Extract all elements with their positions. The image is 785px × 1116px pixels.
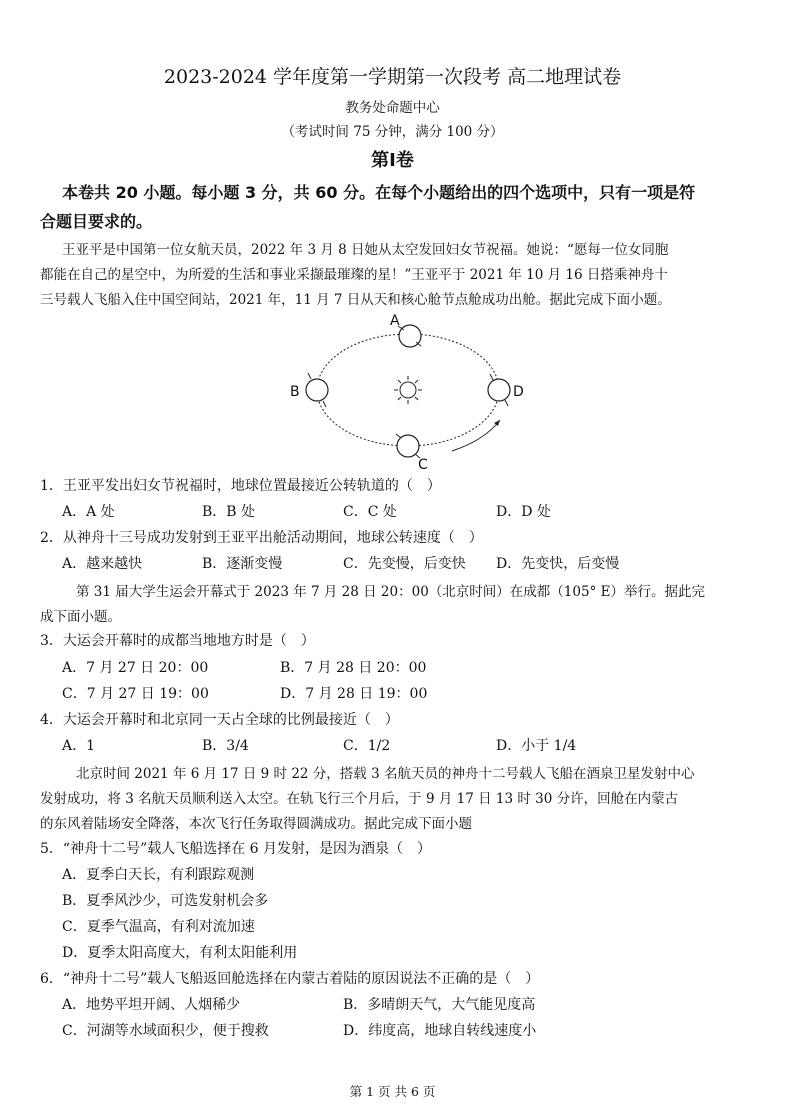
passage1-line-3: 三号载人飞船入住中国空间站，2021 年，11 月 7 日从天和核心舱节点舱成功出舱。据此完成下面小题。 (40, 292, 671, 308)
passage1-line-2: 都能在自己的星空中，为所爱的生活和事业采撷最璀璨的星！”王亚平于 2021 年 10 月 16 日搭乘神舟十 (40, 267, 668, 283)
department-label: 教务处命题中心 (345, 100, 440, 116)
q2-option-d[interactable]: D．先变快，后变慢 (496, 556, 620, 572)
instructions-line-1: 本卷共 20 小题。每小题 3 分，共 60 分。在每个小题给出的四个选项中，只有一项是符 (62, 183, 696, 202)
orbit-path (317, 334, 499, 446)
q5-option-a[interactable]: A．夏季白天长，有利跟踪观测 (62, 867, 255, 883)
q4-option-a[interactable]: A．1 (62, 738, 96, 754)
sun-icon (394, 376, 422, 404)
label-a: A (390, 313, 400, 329)
exam-info: （考试时间 75 分钟，满分 100 分） (281, 124, 504, 140)
passage2-line-1: 第 31 届大学生运会开幕式于 2023 年 7 月 28 日 20：00（北京时间）在成都（105° E）举行。据此完 (76, 584, 705, 600)
q5-option-b[interactable]: B．夏季风沙少，可选发射机会多 (62, 893, 269, 909)
earth-position-c (396, 434, 420, 458)
q5-option-d[interactable]: D．夏季太阳高度大，有利太阳能利用 (62, 945, 298, 961)
q3-option-b[interactable]: B．7 月 28 日 20：00 (280, 660, 427, 676)
q1-option-a[interactable]: A．A 处 (62, 504, 115, 520)
passage3-line-2: 发射成功，将 3 名航天员顺利送入太空。在轨飞行三个月后，于 9 月 17 日 13 时 30 分许，回舱在内蒙古 (40, 791, 679, 807)
q1-option-b[interactable]: B．B 处 (202, 504, 256, 520)
question-2-stem: 2．从神舟十三号成功发射到王亚平出舱活动期间，地球公转速度（ ） (40, 530, 483, 546)
q1-option-c[interactable]: C．C 处 (343, 504, 397, 520)
arrow-head-icon (494, 420, 500, 426)
q6-option-c[interactable]: C．河湖等水域面积少，便于搜救 (62, 1023, 269, 1039)
q3-option-d[interactable]: D．7 月 28 日 19：00 (280, 686, 428, 702)
question-1-stem: 1．王亚平发出妇女节祝福时，地球位置最接近公转轨道的（ ） (40, 478, 441, 494)
passage2-line-2: 成下面小题。 (40, 609, 121, 625)
q3-option-c[interactable]: C．7 月 27 日 19：00 (62, 686, 209, 702)
q6-option-b[interactable]: B．多晴朗天气，大气能见度高 (343, 997, 536, 1013)
q2-option-c[interactable]: C．先变慢，后变快 (343, 556, 466, 572)
question-4-stem: 4．大运会开幕时和北京同一天占全球的比例最接近（ ） (40, 712, 399, 728)
q6-option-a[interactable]: A．地势平坦开阔、人烟稀少 (62, 997, 241, 1013)
q4-option-d[interactable]: D．小于 1/4 (496, 738, 577, 754)
passage1-line-1: 王亚平是中国第一位女航天员，2022 年 3 月 8 日她从太空发回妇女节祝福。她说：“愿每一位女同胞 (62, 242, 669, 258)
q2-option-a[interactable]: A．越来越快 (62, 556, 143, 572)
question-5-stem: 5．“神舟十二号”载人飞船选择在 6 月发射，是因为酒泉（ ） (40, 841, 432, 857)
q4-option-b[interactable]: B．3/4 (202, 738, 249, 754)
q1-option-d[interactable]: D．D 处 (496, 504, 551, 520)
q5-option-c[interactable]: C．夏季气温高，有利对流加速 (62, 919, 255, 935)
section-title: 第Ⅰ卷 (371, 150, 414, 171)
instructions-line-2: 合题目要求的。 (40, 212, 153, 231)
q4-option-c[interactable]: C．1/2 (343, 738, 391, 754)
earth-orbit-diagram (280, 308, 540, 476)
question-3-stem: 3．大运会开幕时的成都当地地方时是（ ） (40, 633, 315, 649)
label-c: C (418, 457, 428, 473)
question-6-stem: 6．“神舟十二号”载人飞船返回舱选择在内蒙古着陆的原因说法不正确的是（ ） (40, 971, 540, 987)
earth-position-a (398, 325, 421, 347)
passage3-line-3: 的东风着陆场安全降落，本次飞行任务取得圆满成功。据此完成下面小题 (40, 816, 472, 832)
revolution-arrow-icon (452, 420, 500, 451)
earth-position-d (488, 374, 510, 406)
q2-option-b[interactable]: B．逐渐变慢 (202, 556, 283, 572)
label-b: B (290, 384, 300, 400)
q6-option-d[interactable]: D．纬度高，地球自转线速度小 (343, 1023, 537, 1039)
q3-option-a[interactable]: A．7 月 27 日 20：00 (62, 660, 209, 676)
exam-title: 2023-2024 学年度第一学期第一次段考 高二地理试卷 (163, 66, 622, 88)
page-footer: 第 1 页 共 6 页 (349, 1084, 436, 1099)
earth-position-b (306, 373, 328, 407)
label-d: D (513, 384, 524, 400)
passage3-line-1: 北京时间 2021 年 6 月 17 日 9 时 22 分，搭载 3 名航天员的神舟十二号载人飞船在酒泉卫星发射中心 (76, 766, 695, 782)
